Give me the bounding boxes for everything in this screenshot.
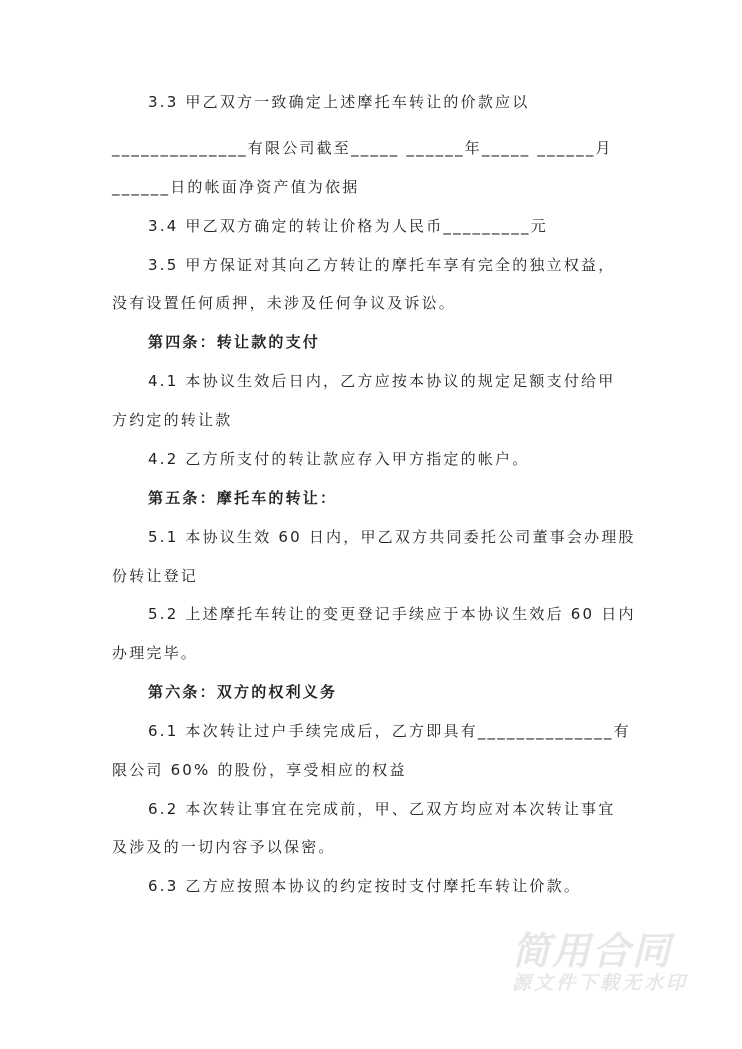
paragraph-line: ______日的帐面净资产值为依据 — [112, 178, 360, 196]
section-heading: 第六条：双方的权利义务 — [148, 683, 338, 701]
section-heading: 第五条：摩托车的转让： — [148, 489, 338, 507]
paragraph-line: 限公司 60% 的股份，享受相应的权益 — [112, 761, 407, 779]
paragraph-line: 4.2 乙方所支付的转让款应存入甲方指定的帐户。 — [148, 450, 530, 468]
paragraph-line: 6.2 本次转让事宜在完成前，甲、乙双方均应对本次转让事宜 — [148, 800, 616, 818]
paragraph-line: ______________有限公司截至_____ ______年_____ ______月 — [112, 139, 613, 157]
paragraph-line: 5.2 上述摩托车转让的变更登记手续应于本协议生效后 60 日内 — [148, 605, 636, 623]
paragraph-line: 份转让登记 — [112, 567, 199, 585]
paragraph-line: 方约定的转让款 — [112, 411, 233, 429]
paragraph-line: 3.3 甲乙双方一致确定上述摩托车转让的价款应以 — [148, 93, 530, 111]
paragraph-line: 办理完毕。 — [112, 644, 199, 662]
paragraph-line: 3.4 甲乙双方确定的转让价格为人民币_________元 — [148, 217, 548, 235]
paragraph-line: 4.1 本协议生效后日内，乙方应按本协议的规定足额支付给甲 — [148, 372, 616, 390]
paragraph-line: 及涉及的一切内容予以保密。 — [112, 838, 336, 856]
paragraph-line: 6.1 本次转让过户手续完成后，乙方即具有______________有 — [148, 722, 631, 740]
paragraph-line: 3.5 甲方保证对其向乙方转让的摩托车享有完全的独立权益， — [148, 256, 616, 274]
paragraph-line: 6.3 乙方应按照本协议的约定按时支付摩托车转让价款。 — [148, 877, 582, 895]
paragraph-line: 没有设置任何质押，未涉及任何争议及诉讼。 — [112, 294, 457, 312]
section-heading: 第四条：转让款的支付 — [148, 333, 321, 351]
paragraph-line: 5.1 本协议生效 60 日内，甲乙双方共同委托公司董事会办理股 — [148, 528, 636, 546]
watermark-subtitle: 源文件下载无水印 — [512, 972, 689, 994]
watermark-title: 简用合同 — [512, 929, 673, 973]
